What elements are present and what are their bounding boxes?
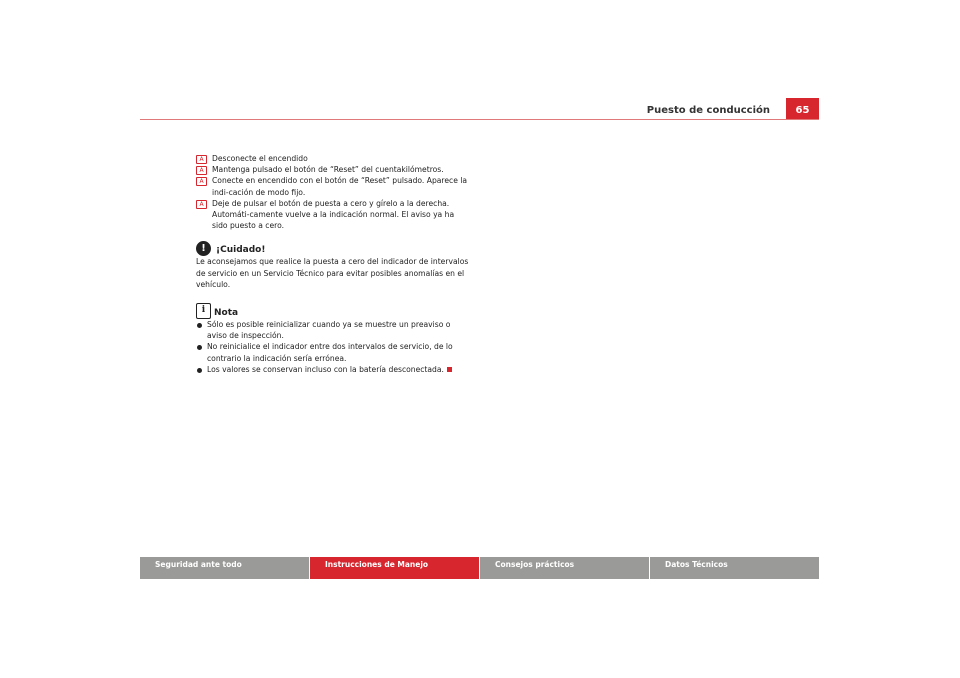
- note-item-text: Los valores se conservan incluso con la batería desconectada.: [207, 364, 444, 374]
- warning-title: ¡Cuidado!: [216, 245, 266, 256]
- warning-section: [196, 241, 471, 290]
- bullet-icon: [197, 368, 202, 373]
- step-marker-icon: A: [196, 155, 207, 164]
- info-icon: i: [196, 303, 211, 319]
- bullet-icon: [197, 323, 202, 328]
- note-item-text: No reinicialice el indicador entre dos intervalos de servicio, de lo contrario la indicación sería errónea.: [207, 342, 453, 363]
- exclamation-icon: !: [196, 241, 211, 256]
- page-content: [196, 153, 471, 375]
- page-number: 65: [795, 105, 810, 116]
- step-item: [196, 175, 471, 197]
- tab-seguridad[interactable]: Seguridad ante todo: [140, 557, 309, 579]
- bullet-icon: [197, 345, 202, 350]
- end-of-section-icon: [447, 367, 452, 372]
- note-item: [196, 341, 471, 363]
- tab-datos-tecnicos[interactable]: Datos Técnicos: [650, 557, 819, 579]
- step-text: Desconecte el encendido: [212, 154, 308, 163]
- note-item: [196, 319, 471, 341]
- step-item: [196, 198, 471, 232]
- step-text: Mantenga pulsado el botón de “Reset” del cuentakilómetros.: [212, 165, 444, 175]
- warning-heading: [196, 241, 471, 256]
- step-text: Conecte en encendido con el botón de “Reset” pulsado. Aparece la indi-cación de modo fijo.: [212, 176, 468, 197]
- step-marker-icon: A: [196, 166, 207, 175]
- tab-consejos[interactable]: Consejos prácticos: [480, 557, 649, 579]
- step-marker-icon: A: [196, 177, 207, 186]
- step-marker-icon: A: [196, 200, 207, 209]
- note-heading: [196, 303, 471, 319]
- step-text: Deje de pulsar el botón de puesta a cero y gírelo a la derecha. Automáti-camente vuelve a la indicación normal. El aviso ya ha sido puesto a cero.: [212, 198, 455, 231]
- note-title: Nota: [214, 308, 239, 319]
- step-item: [196, 164, 471, 175]
- step-item: [196, 153, 471, 164]
- note-section: [196, 303, 471, 375]
- note-item-text: Sólo es posible reinicializar cuando ya se muestre un preaviso o aviso de inspección.: [207, 320, 451, 341]
- header-divider: [140, 119, 819, 120]
- note-item: [196, 364, 471, 375]
- tab-instrucciones[interactable]: Instrucciones de Manejo: [310, 557, 479, 579]
- page-title: Puesto de conducción: [646, 105, 770, 116]
- warning-text: Le aconsejamos que realice la puesta a cero del indicador de intervalos de servicio en un Servicio Técnico para evitar posibles anomalías en el vehículo.: [196, 257, 469, 289]
- footer-tabs: [140, 557, 820, 579]
